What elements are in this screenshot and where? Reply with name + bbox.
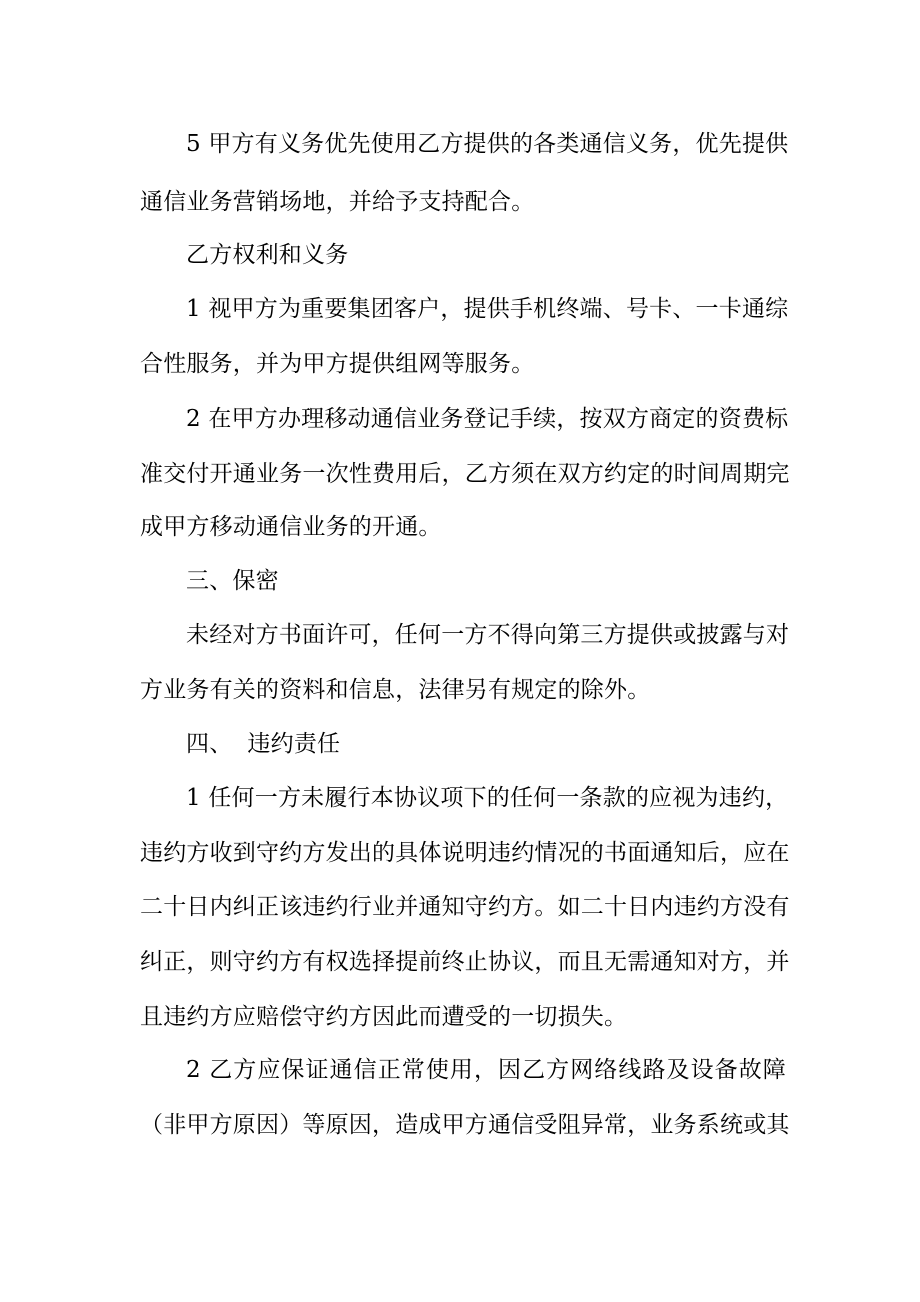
section-heading: 三、保密 [186,568,279,594]
paragraph-line: 方业务有关的资料和信息，法律另有规定的除外。 [140,677,651,703]
paragraph-line: 2 乙方应保证通信正常使用，因乙方网络线路及设备故障 [186,1057,786,1083]
paragraph-line: 二十日内纠正该违约行业并通知守约方。如二十日内违约方没有 [140,894,790,920]
paragraph-line: 成甲方移动通信业务的开通。 [140,514,442,540]
paragraph-line: 且违约方应赔偿守约方因此而遭受的一切损失。 [140,1004,628,1030]
paragraph-line: 合性服务，并为甲方提供组网等服务。 [140,351,535,377]
paragraph-line: 未经对方书面许可，任何一方不得向第三方提供或披露与对 [186,622,790,648]
paragraph-line: 2 在甲方办理移动通信业务登记手续，按双方商定的资费标 [186,406,789,432]
paragraph-line: 5 甲方有义务优先使用乙方提供的各类通信义务，优先提供 [186,131,789,157]
paragraph-line: 通信业务营销场地，并给予支持配合。 [140,189,535,215]
paragraph-line: 纠正，则守约方有权选择提前终止协议，而且无需通知对方，并 [140,949,790,975]
paragraph-line: 违约方收到守约方发出的具体说明违约情况的书面通知后，应在 [140,840,790,866]
section-heading: 四、 违约责任 [186,731,341,757]
paragraph-line: 1 视甲方为重要集团客户，提供手机终端、号卡、一卡通综 [186,296,789,322]
paragraph-line: （非甲方原因）等原因，造成甲方通信受阻异常，业务系统或其 [140,1112,790,1138]
paragraph-line: 1 任何一方未履行本协议项下的任何一条款的应视为违约， [186,785,789,811]
paragraph-line: 准交付开通业务一次性费用后，乙方须在双方约定的时间周期完 [140,461,790,487]
section-heading: 乙方权利和义务 [186,242,349,268]
